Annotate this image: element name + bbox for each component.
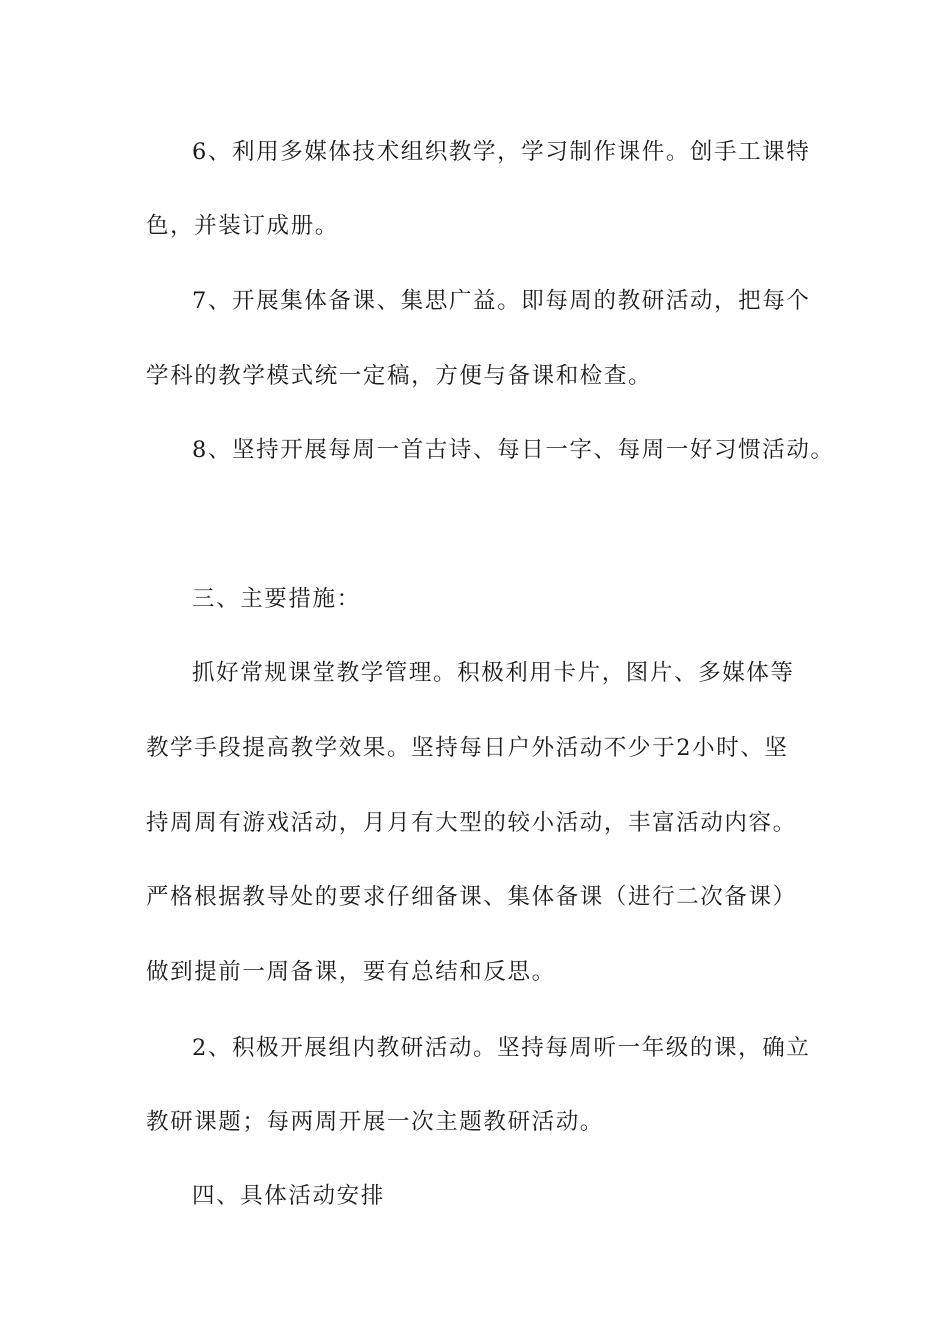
text-line: 7、开展集体备课、集思广益。即每周的教研活动，把每个 xyxy=(192,288,811,314)
text-line: 2、积极开展组内教研活动。坚持每周听一年级的课，确立 xyxy=(192,1035,811,1061)
text-line: 学科的教学模式统一定稿，方便与备课和检查。 xyxy=(146,363,653,389)
text-line: 色，并装订成册。 xyxy=(146,213,339,239)
text-line: 教学手段提高教学效果。坚持每日户外活动不少于2小时、坚 xyxy=(146,735,789,761)
text-line: 做到提前一周备课，要有总结和反思。 xyxy=(146,959,556,985)
text-line: 持周周有游戏活动，月月有大型的较小活动，丰富活动内容。 xyxy=(146,810,797,836)
text-line: 教研课题；每两周开展一次主题教研活动。 xyxy=(146,1109,604,1135)
section-heading: 三、主要措施： xyxy=(192,586,361,612)
section-heading: 四、具体活动安排 xyxy=(192,1183,385,1209)
text-line: 严格根据教导处的要求仔细备课、集体备课（进行二次备课） xyxy=(146,884,797,910)
text-line: 8、坚持开展每周一首古诗、每日一字、每周一好习惯活动。 xyxy=(192,437,835,463)
text-line: 抓好常规课堂教学管理。积极利用卡片，图片、多媒体等 xyxy=(192,660,795,686)
text-line: 6、利用多媒体技术组织教学，学习制作课件。创手工课特 xyxy=(192,139,811,165)
